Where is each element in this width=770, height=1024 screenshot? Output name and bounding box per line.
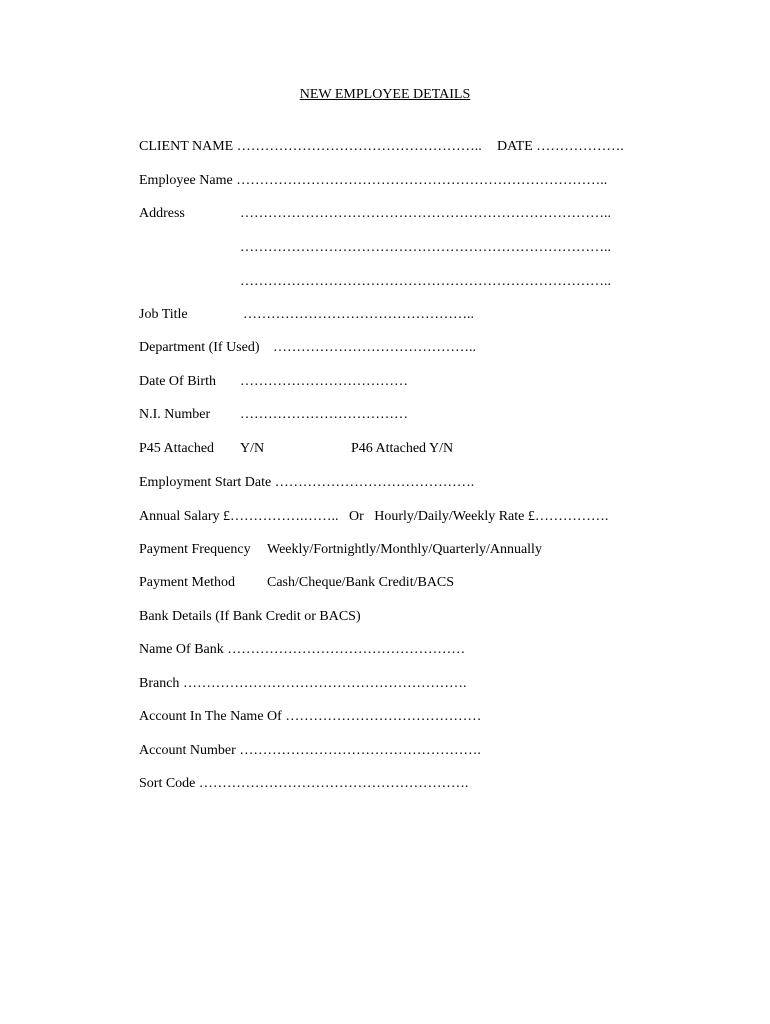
rate-field[interactable]: ……………. xyxy=(534,509,609,524)
branch-row xyxy=(139,675,466,693)
date-label: DATE xyxy=(497,139,533,154)
sort-code-field[interactable]: …………………………………………………. xyxy=(198,776,469,791)
account-number-field[interactable]: ……………………………………………. xyxy=(239,743,481,758)
sort-code-label: Sort Code xyxy=(139,776,196,791)
department-field[interactable]: …………………………………….. xyxy=(273,340,476,355)
date-row xyxy=(497,138,624,156)
client-name-field[interactable]: …………………………………………….. xyxy=(236,139,482,154)
account-name-row xyxy=(139,708,481,726)
payment-frequency-label: Payment Frequency xyxy=(139,542,251,557)
employee-name-label: Employee Name xyxy=(139,173,233,188)
name-of-bank-label: Name Of Bank xyxy=(139,642,224,657)
address-line-3-field[interactable]: …………………………………………………………………….. xyxy=(240,274,611,289)
employee-name-field[interactable]: …………………………………………………………………….. xyxy=(236,173,608,188)
bank-details-heading: Bank Details (If Bank Credit or BACS) xyxy=(139,609,361,624)
job-title-field[interactable]: ………………………………………….. xyxy=(243,307,474,322)
payment-frequency-options[interactable]: Weekly/Fortnightly/Monthly/Quarterly/Annually xyxy=(267,542,542,557)
employment-start-label: Employment Start Date xyxy=(139,475,272,490)
employment-start-row xyxy=(139,474,474,492)
or-label: Or xyxy=(348,509,364,524)
ni-number-field[interactable]: ……………………………… xyxy=(240,407,408,422)
date-of-birth-field[interactable]: ……………………………… xyxy=(240,374,408,389)
sort-code-row xyxy=(139,775,468,793)
page-title: NEW EMPLOYEE DETAILS xyxy=(299,87,471,102)
address-line-2-field[interactable]: …………………………………………………………………….. xyxy=(240,240,611,255)
account-number-label: Account Number xyxy=(139,743,236,758)
employee-name-row xyxy=(139,172,607,190)
client-name-label: CLIENT NAME xyxy=(139,139,234,154)
job-title-label: Job Title xyxy=(139,307,188,322)
date-of-birth-label: Date Of Birth xyxy=(139,374,216,389)
annual-salary-field[interactable]: …………….…….. xyxy=(229,509,339,524)
payment-method-options[interactable]: Cash/Cheque/Bank Credit/BACS xyxy=(267,575,455,590)
address-line-1-field[interactable]: …………………………………………………………………….. xyxy=(240,206,611,221)
salary-row xyxy=(139,508,608,526)
p45-label: P45 Attached xyxy=(139,441,215,456)
name-of-bank-row xyxy=(139,641,465,659)
employment-start-field[interactable]: ……………………………………. xyxy=(274,475,475,490)
account-name-field[interactable]: …………………………………… xyxy=(285,709,482,724)
p46-yes-no[interactable]: P46 Attached Y/N xyxy=(351,441,454,456)
name-of-bank-field[interactable]: …………………………………………… xyxy=(227,642,466,657)
branch-field[interactable]: ……………………………………………………. xyxy=(182,676,467,691)
p45-yes-no[interactable]: Y/N xyxy=(240,441,265,456)
account-number-row xyxy=(139,742,481,760)
address-label: Address xyxy=(139,206,185,221)
rate-label: Hourly/Daily/Weekly Rate £ xyxy=(374,509,535,524)
branch-label: Branch xyxy=(139,676,180,691)
payment-method-label: Payment Method xyxy=(139,575,236,590)
ni-number-label: N.I. Number xyxy=(139,407,211,422)
annual-salary-label: Annual Salary £ xyxy=(139,509,230,524)
department-label: Department (If Used) xyxy=(139,340,260,355)
client-name-row xyxy=(139,138,482,156)
date-field[interactable]: ………………. xyxy=(536,139,624,154)
account-name-label: Account In The Name Of xyxy=(139,709,282,724)
